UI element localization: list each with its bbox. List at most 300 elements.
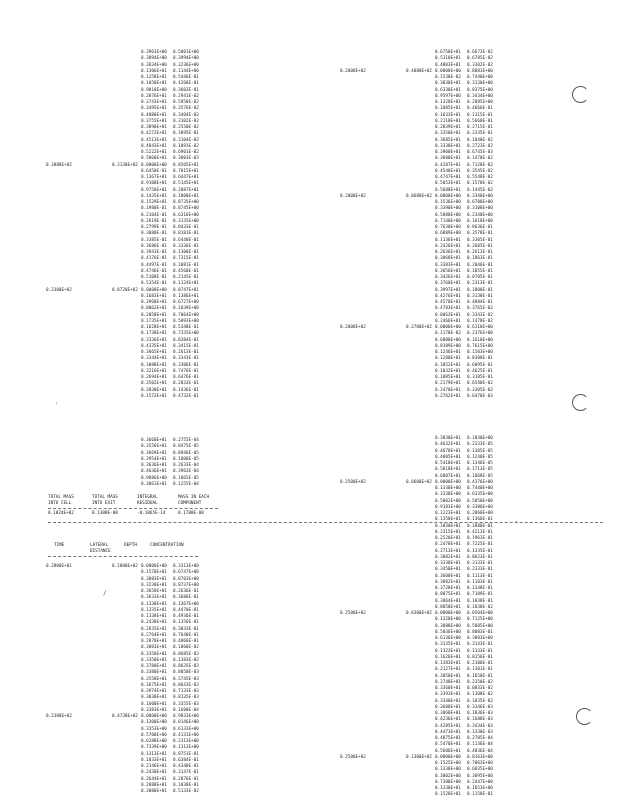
- depth-cell: 0.6080E+00: [435, 337, 461, 343]
- depth-cell: 0.5686E+01: [435, 748, 461, 754]
- concentration-cell: 0.4936E-01: [173, 614, 199, 619]
- depth-cell: 0.2644E+01: [141, 776, 167, 782]
- concentration-cell: 0.2785E-04: [467, 736, 493, 741]
- concentration-cell: 0.7640E-01: [173, 632, 199, 638]
- concentration-cell: 0.3803E+00: [467, 636, 493, 641]
- concentration-cell: 0.2046E-01: [467, 262, 493, 268]
- depth-cell: 0.4783E+01: [435, 306, 461, 312]
- concentration-cell: 0.2885E+00: [467, 100, 493, 105]
- depth-cell: 0.1536E+00: [435, 200, 461, 205]
- concentration-cell: 0.2605E-01: [467, 243, 493, 249]
- depth-cell: 0.3780E+01: [141, 664, 167, 669]
- depth-cell: 0.3393E+01: [435, 692, 461, 698]
- depth-cell: 0.4335E+01: [141, 343, 167, 349]
- depth-cell: 0.3941E-01: [141, 250, 167, 255]
- data-block: [340, 325, 503, 400]
- depth-cell: 0.1246E+01: [435, 350, 461, 355]
- concentration-cell: 0.1470E-02: [467, 156, 493, 162]
- depth-cell: 0.2636E+01: [435, 250, 461, 255]
- data-block: [340, 480, 503, 611]
- depth-cell: 0.1738E+01: [141, 331, 167, 337]
- depth-cell: 0.2619E-01: [141, 218, 167, 224]
- data-block: [46, 50, 209, 163]
- depth-cell: 0.0000E+00: [435, 325, 461, 330]
- concentration-cell: 0.5348E-01: [173, 325, 199, 330]
- concentration-cell: 0.1688E-03: [467, 717, 493, 723]
- concentration-cell: 0.1855E-01: [467, 268, 493, 274]
- depth-cell: 0.1330E+00: [435, 486, 461, 491]
- depth-cell: 0.2870E+01: [141, 639, 167, 644]
- depth-cell: 0.2713E+01: [435, 548, 461, 554]
- depth-cell: 0.2799E-01: [141, 225, 167, 230]
- depth-cell: 0.3383E+01: [435, 262, 461, 268]
- concentration-cell: 0.3386E+00: [467, 504, 493, 510]
- time-cell: 0.2000E+02: [340, 68, 366, 74]
- summary-value-total-mass-cell: 0.1024E+02: [48, 511, 74, 516]
- concentration-cell: 0.3108E+00: [467, 206, 493, 212]
- concentration-cell: 0.1330E-03: [467, 729, 493, 735]
- depth-cell: 0.3558E+01: [141, 676, 167, 682]
- depth-cell: 0.4176E-01: [141, 256, 167, 262]
- concentration-cell: 0.2350E-02: [467, 679, 493, 685]
- time-cell: 0.3888E+02: [46, 162, 72, 168]
- concentration-cell: 0.6708E+00: [467, 200, 493, 205]
- concentration-cell: 0.1800E-05: [173, 456, 199, 462]
- depth-cell: 0.2470E+01: [435, 387, 461, 393]
- data-block: [46, 714, 209, 795]
- concentration-cell: 0.1386E+01: [173, 293, 199, 299]
- depth-cell: 0.6330E+01: [435, 87, 461, 93]
- depth-cell: 0.0000E+00: [141, 564, 167, 569]
- depth-cell: 0.3686E-01: [141, 243, 167, 249]
- depth-cell: 0.5310E+01: [435, 56, 461, 62]
- depth-cell: 0.4285E+01: [435, 723, 461, 729]
- concentration-cell: 0.4666E-01: [467, 106, 493, 112]
- concentration-cell: 0.1838E-01: [467, 598, 493, 604]
- concentration-cell: 0.1713E-05: [467, 467, 493, 473]
- depth-cell: 0.1258E+01: [141, 75, 167, 80]
- summary-header-mass-component: MASS IN EACH COMPONENT: [178, 495, 210, 506]
- concentration-cell: 0.1653E+00: [467, 786, 493, 791]
- depth-cell: 0.3390E+00: [435, 206, 461, 212]
- concentration-cell: 0.2860E+00: [467, 511, 493, 516]
- concentration-cell: 0.1800E+01: [173, 193, 199, 199]
- concentration-cell: 0.2715E-01: [467, 125, 493, 130]
- concentration-cell: 0.6316E+00: [173, 212, 199, 218]
- summary-value-integral-residual: -0.1065E-14: [137, 511, 166, 516]
- depth-cell: 0.4803E+01: [435, 62, 461, 68]
- concentration-cell: 0.3576E-02: [173, 106, 199, 112]
- concentration-cell: 0.1039E+00: [173, 306, 199, 312]
- depth-cell: 0.4287E+01: [435, 162, 461, 168]
- depth-cell: 0.0000E+00: [435, 611, 461, 616]
- depth-cell: 0.2466E+01: [435, 318, 461, 324]
- depth-cell: 0.2635E+01: [141, 626, 167, 632]
- concentration-cell: 0.3313E+00: [173, 564, 199, 569]
- depth-cell: 0.3083E+01: [141, 576, 167, 582]
- concentration-cell: 0.8705E-01: [467, 275, 493, 280]
- concentration-cell: 0.1124E+01: [173, 281, 199, 287]
- summary-rule-bottom: [48, 522, 603, 523]
- depth-cell: 0.3002E+00: [435, 773, 461, 779]
- concentration-cell: 0.5548E-02: [467, 175, 493, 180]
- concentration-cell: 0.5950E-02: [173, 100, 199, 105]
- concentration-cell: 0.3686E-01: [173, 595, 199, 601]
- concentration-cell: 0.2613E-01: [173, 350, 199, 355]
- depth-cell: 0.3900E+01: [435, 150, 461, 155]
- concentration-cell: 0.3545E-02: [467, 168, 493, 174]
- depth-cell: 0.3830E+01: [435, 436, 461, 441]
- data-column-left-bottom: [46, 564, 209, 795]
- concentration-cell: 0.2876E-01: [173, 776, 199, 782]
- concentration-cell: 0.4884E-01: [467, 300, 493, 305]
- depth-cell: 0.2430E+01: [141, 770, 167, 776]
- concentration-cell: 0.5050E+00: [467, 498, 493, 504]
- concentration-cell: 0.7128E-02: [467, 162, 493, 168]
- data-column-right-bottom: [340, 436, 503, 799]
- concentration-cell: 0.3343E-01: [173, 356, 199, 362]
- concentration-cell: 0.2033E-01: [173, 381, 199, 387]
- table-row: [46, 789, 209, 795]
- concentration-cell: 0.2333E-05: [467, 442, 493, 448]
- table-row: [46, 394, 209, 400]
- time-cell: 0.2500E+02: [340, 754, 366, 760]
- depth-cell: 0.1323E+01: [435, 648, 461, 654]
- depth-cell: 0.3830E+01: [435, 81, 461, 87]
- data-block: [46, 288, 209, 401]
- concentration-cell: 0.7440E+00: [467, 75, 493, 80]
- time-cell: 0.2800E+01: [46, 564, 72, 569]
- depth-cell: 0.5888E+00: [435, 212, 461, 218]
- concentration-cell: 0.1838E-02: [467, 604, 493, 610]
- depth-cell: 0.3350E+01: [141, 657, 167, 663]
- depth-cell: 0.0000E+00: [435, 193, 461, 199]
- depth-cell: 0.4670E+01: [435, 448, 461, 454]
- depth-cell: 0.1306E+01: [141, 68, 167, 74]
- concentration-cell: 0.3415E-01: [173, 343, 199, 349]
- concentration-cell: 0.1360E-01: [467, 517, 493, 523]
- depth-cell: 0.9886E+00: [141, 475, 167, 481]
- depth-cell: 0.3760E+01: [435, 281, 461, 287]
- concentration-cell: 0.3102E-02: [173, 118, 199, 124]
- depth-cell: 0.3038E+01: [141, 695, 167, 701]
- concentration-cell: 0.7615E+00: [467, 343, 493, 349]
- distance-cell: 0.1000E+02: [112, 564, 138, 569]
- data-column-left-bottom-top: [46, 438, 209, 488]
- concentration-cell: 0.8375E+00: [467, 87, 493, 93]
- concentration-cell: 0.1840E-02: [467, 137, 493, 143]
- concentration-cell: 0.1346E-05: [467, 461, 493, 466]
- concentration-cell: 0.1436E-01: [173, 387, 199, 393]
- depth-cell: 0.1885E+01: [435, 106, 461, 112]
- depth-cell: 0.3755E+01: [141, 118, 167, 124]
- concentration-cell: 0.7476E-01: [173, 368, 199, 374]
- concentration-cell: 0.7440E+00: [467, 486, 493, 491]
- concentration-cell: 0.8636E-01: [467, 225, 493, 230]
- depth-cell: 0.3660E+01: [141, 438, 167, 443]
- depth-cell: 0.2876E+01: [141, 93, 167, 99]
- distance-cell: 0.4730E+02: [112, 714, 138, 719]
- depth-cell: 0.1885E+01: [435, 375, 461, 380]
- concentration-cell: 0.2333E-01: [467, 567, 493, 573]
- depth-cell: 0.3665E+01: [141, 350, 167, 355]
- concentration-cell: 0.1578E-02: [467, 181, 493, 187]
- concentration-cell: 0.2100E-01: [467, 661, 493, 666]
- concentration-cell: 0.3803E-03: [173, 156, 199, 162]
- concentration-cell: 0.1383E-02: [173, 657, 199, 663]
- depth-cell: 0.3636E+01: [141, 463, 167, 468]
- concentration-cell: 0.1503E+00: [467, 350, 493, 355]
- depth-cell: 0.5354E-01: [141, 281, 167, 287]
- concentration-cell: 0.8883E+00: [467, 68, 493, 74]
- concentration-cell: 0.1835E-02: [467, 698, 493, 704]
- concentration-cell: 0.2145E-01: [173, 275, 199, 280]
- concentration-cell: 0.3346E-03: [467, 704, 493, 710]
- concentration-cell: 0.5093E+00: [173, 318, 199, 324]
- depth-cell: 0.2438E+01: [141, 620, 167, 626]
- table-header-rule: [48, 556, 198, 557]
- concentration-cell: 0.3147E-01: [173, 770, 199, 776]
- concentration-cell: 0.3135E+00: [173, 218, 199, 224]
- table-header-lateral-distance: LATERAL DISTANCE: [90, 543, 111, 554]
- concentration-cell: 0.1301E-01: [467, 667, 493, 673]
- concentration-cell: 0.4866E-01: [173, 639, 199, 644]
- concentration-cell: 0.3340E+00: [467, 193, 493, 199]
- depth-cell: 0.4875E+01: [435, 736, 461, 741]
- concentration-cell: 0.7315E-01: [173, 256, 199, 262]
- concentration-cell: 0.1144E+00: [173, 68, 199, 74]
- data-block: [340, 436, 503, 480]
- depth-cell: 0.1383E+01: [435, 661, 461, 666]
- depth-cell: 0.5860E+01: [141, 156, 167, 162]
- depth-cell: 0.3338E+01: [435, 561, 461, 566]
- concentration-cell: 0.6745E-03: [467, 150, 493, 155]
- concentration-cell: 0.2447E+00: [467, 779, 493, 785]
- depth-cell: 0.9810E+00: [141, 87, 167, 93]
- depth-cell: 0.5410E+01: [435, 461, 461, 466]
- concentration-cell: 0.3305E-02: [467, 387, 493, 393]
- depth-cell: 0.2104E-01: [141, 212, 167, 218]
- concentration-cell: 0.6540E-02: [467, 381, 493, 387]
- depth-cell: 0.3336E+01: [141, 337, 167, 343]
- concentration-cell: 0.8703E+00: [173, 576, 199, 582]
- depth-cell: 0.1313E+01: [141, 751, 167, 757]
- concentration-cell: 0.3963E-04: [173, 469, 199, 475]
- depth-cell: 0.8858E+01: [435, 604, 461, 610]
- depth-cell: 0.1338E+01: [141, 601, 167, 607]
- depth-cell: 0.7380E+00: [435, 779, 461, 785]
- concentration-cell: 0.3434E+00: [467, 93, 493, 99]
- depth-cell: 0.3135E+01: [435, 642, 461, 648]
- depth-cell: 0.0000E+00: [141, 714, 167, 719]
- concentration-cell: 0.1863E-01: [467, 256, 493, 262]
- concentration-cell: 0.8181E-01: [173, 231, 199, 237]
- depth-cell: 0.9183E+00: [435, 504, 461, 510]
- concentration-cell: 0.2636E-01: [173, 589, 199, 594]
- concentration-cell: 0.6335E+00: [467, 492, 493, 498]
- depth-cell: 0.1280E+01: [435, 356, 461, 362]
- distance-cell: 0.3130E+02: [112, 162, 138, 168]
- depth-cell: 0.5108E-01: [141, 275, 167, 280]
- concentration-cell: 0.8850E-03: [173, 670, 199, 676]
- depth-cell: 0.3088E+01: [141, 362, 167, 368]
- depth-cell: 0.1633E+01: [435, 112, 461, 118]
- concentration-cell: 0.3895E-01: [173, 131, 199, 137]
- table-row: [340, 394, 503, 400]
- depth-cell: 0.1980E-01: [141, 206, 167, 212]
- concentration-cell: 0.3306E-01: [173, 362, 199, 368]
- concentration-cell: 0.4560E-01: [173, 268, 199, 274]
- depth-cell: 0.3385E-01: [141, 237, 167, 243]
- concentration-cell: 0.3355E-03: [173, 701, 199, 707]
- concentration-cell: 0.1880E-01: [467, 523, 493, 529]
- depth-cell: 0.6087E+01: [435, 473, 461, 479]
- concentration-cell: 0.1478E-02: [467, 318, 493, 324]
- concentration-cell: 0.3336E-01: [173, 243, 199, 249]
- depth-cell: 0.3888E+00: [435, 623, 461, 629]
- concentration-cell: 0.7125E+00: [467, 617, 493, 623]
- concentration-cell: 0.3138E-01: [467, 293, 493, 299]
- depth-cell: 0.2058E+01: [141, 312, 167, 318]
- concentration-cell: 0.4213E-01: [467, 529, 493, 535]
- depth-cell: 0.1328E+00: [435, 617, 461, 623]
- concentration-cell: 0.1308E-02: [467, 692, 493, 698]
- table-row: [46, 482, 209, 488]
- depth-cell: 0.1529E+01: [141, 200, 167, 205]
- concentration-cell: 0.3578E-01: [467, 231, 493, 237]
- depth-cell: 0.0000E+00: [141, 162, 167, 168]
- concentration-cell: 0.6095E-01: [467, 362, 493, 368]
- depth-cell: 0.3860E+01: [435, 711, 461, 716]
- depth-cell: 0.3675E+01: [141, 682, 167, 688]
- concentration-cell: 0.5001E+00: [173, 50, 199, 55]
- concentration-cell: 0.8745E+00: [173, 206, 199, 212]
- depth-cell: 0.2839E+01: [435, 125, 461, 130]
- concentration-cell: 0.8635E-03: [173, 664, 199, 669]
- concentration-cell: 0.8946E-05: [173, 450, 199, 456]
- concentration-cell: 0.1650E-01: [467, 673, 493, 679]
- concentration-cell: 0.4131E+00: [173, 732, 199, 738]
- concentration-cell: 0.8735E+00: [173, 200, 199, 205]
- summary-header-total-mass-cell: TOTAL MASS INTO CELL: [48, 495, 74, 506]
- concentration-cell: 0.1081E-01: [173, 262, 199, 268]
- depth-cell: 0.3894E+00: [141, 56, 167, 62]
- concentration-cell: 0.2887E+01: [173, 187, 199, 193]
- concentration-cell: 0.3133E-01: [467, 561, 493, 566]
- depth-cell: 0.3230E+01: [141, 582, 167, 588]
- concentration-cell: 0.6384E-01: [173, 757, 199, 763]
- concentration-cell: 0.3104E-02: [173, 137, 199, 143]
- depth-cell: 0.5053E+01: [435, 181, 461, 187]
- depth-cell: 0.2315E+01: [435, 529, 461, 535]
- depth-cell: 0.1338E+00: [435, 767, 461, 773]
- concentration-cell: 0.2613E-01: [467, 250, 493, 255]
- concentration-cell: 0.4340E-01: [173, 764, 199, 769]
- depth-cell: 0.1170E-02: [435, 331, 461, 337]
- concentration-cell: 0.8643E-03: [173, 682, 199, 688]
- depth-cell: 0.3743E+01: [141, 100, 167, 105]
- depth-cell: 0.1683E+01: [141, 293, 167, 299]
- depth-cell: 0.3082E+01: [435, 554, 461, 560]
- concentration-cell: 0.8308E-01: [467, 356, 493, 362]
- depth-cell: 0.6288E+00: [141, 739, 167, 744]
- punch-hole-mark-top: [572, 86, 589, 103]
- concentration-cell: 0.3745E-03: [173, 676, 199, 682]
- concentration-cell: 0.1091E-02: [173, 143, 199, 149]
- depth-cell: 0.4632E+01: [435, 442, 461, 448]
- depth-cell: 0.3344E+01: [141, 356, 167, 362]
- concentration-cell: 0.8163E+00: [467, 754, 493, 760]
- concentration-cell: 0.1333E-01: [467, 648, 493, 654]
- depth-cell: 0.4843E+01: [141, 143, 167, 149]
- depth-cell: 0.3360E+01: [435, 686, 461, 691]
- depth-cell: 0.3426E+01: [435, 275, 461, 280]
- depth-cell: 0.8062E+01: [141, 306, 167, 312]
- time-cell: 0.2300E+02: [46, 714, 72, 719]
- depth-cell: 0.3834E+00: [141, 62, 167, 68]
- depth-cell: 0.2478E+01: [435, 542, 461, 548]
- concentration-cell: 0.6785E-02: [467, 56, 493, 62]
- concentration-cell: 0.3994E+00: [173, 56, 199, 62]
- distance-cell: 0.8720E+02: [112, 287, 138, 293]
- depth-cell: 0.2694E+01: [141, 375, 167, 380]
- time-cell: 0.2000E+02: [340, 193, 366, 199]
- depth-cell: 0.6750E+01: [435, 50, 461, 55]
- summary-rule-top: [48, 508, 218, 509]
- data-column-left-top: [46, 50, 209, 400]
- concentration-cell: 0.1240E-05: [467, 454, 493, 460]
- depth-cell: 0.3997E+01: [435, 287, 461, 293]
- depth-cell: 0.1852E+01: [435, 362, 461, 368]
- data-block: [340, 69, 503, 194]
- concentration-cell: 0.1367E+00: [173, 601, 199, 607]
- concentration-cell: 0.8505E+01: [173, 162, 199, 168]
- concentration-cell: 0.8433E-01: [173, 225, 199, 230]
- concentration-cell: 0.1255E-04: [173, 481, 199, 487]
- depth-cell: 0.7630E+00: [435, 225, 461, 230]
- concentration-cell: 0.3033E-01: [173, 626, 199, 632]
- depth-cell: 0.4513E+01: [141, 137, 167, 143]
- table-header-depth: DEPTH: [124, 543, 137, 548]
- concentration-cell: 0.5446E-01: [173, 75, 199, 80]
- concentration-cell: 0.2755E-04: [173, 438, 199, 443]
- depth-cell: 0.9758E+01: [141, 187, 167, 193]
- depth-cell: 0.1525E+00: [435, 761, 461, 766]
- depth-cell: 0.1528E+01: [435, 792, 461, 798]
- concentration-cell: 0.2335E-01: [467, 131, 493, 137]
- distance-cell: 0.4080E+02: [406, 68, 432, 74]
- concentration-cell: 0.8747E+01: [173, 287, 199, 293]
- concentration-cell: 0.2313E+00: [173, 739, 199, 744]
- concentration-cell: 0.1150E-01: [467, 792, 493, 798]
- concentration-cell: 0.3236E+00: [173, 62, 199, 68]
- concentration-cell: 0.8083E-01: [467, 629, 493, 635]
- depth-cell: 0.7140E+00: [435, 218, 461, 224]
- concentration-cell: 0.1860E-02: [173, 645, 199, 651]
- concentration-cell: 0.2376E+00: [467, 331, 493, 337]
- depth-cell: 0.0000E+00: [435, 68, 461, 74]
- concentration-cell: 0.5133E-02: [173, 789, 199, 794]
- concentration-cell: 0.3404E-02: [173, 112, 199, 118]
- data-block: [340, 50, 503, 69]
- depth-cell: 0.0000E+00: [435, 754, 461, 760]
- distance-cell: 0.8300E+02: [406, 611, 432, 616]
- data-column-right-top: [340, 50, 503, 400]
- depth-cell: 0.3495E+01: [141, 106, 167, 112]
- depth-cell: 0.4497E-01: [141, 262, 167, 268]
- depth-cell: 0.2888E+01: [141, 782, 167, 788]
- concentration-cell: 0.4836E-04: [467, 748, 493, 754]
